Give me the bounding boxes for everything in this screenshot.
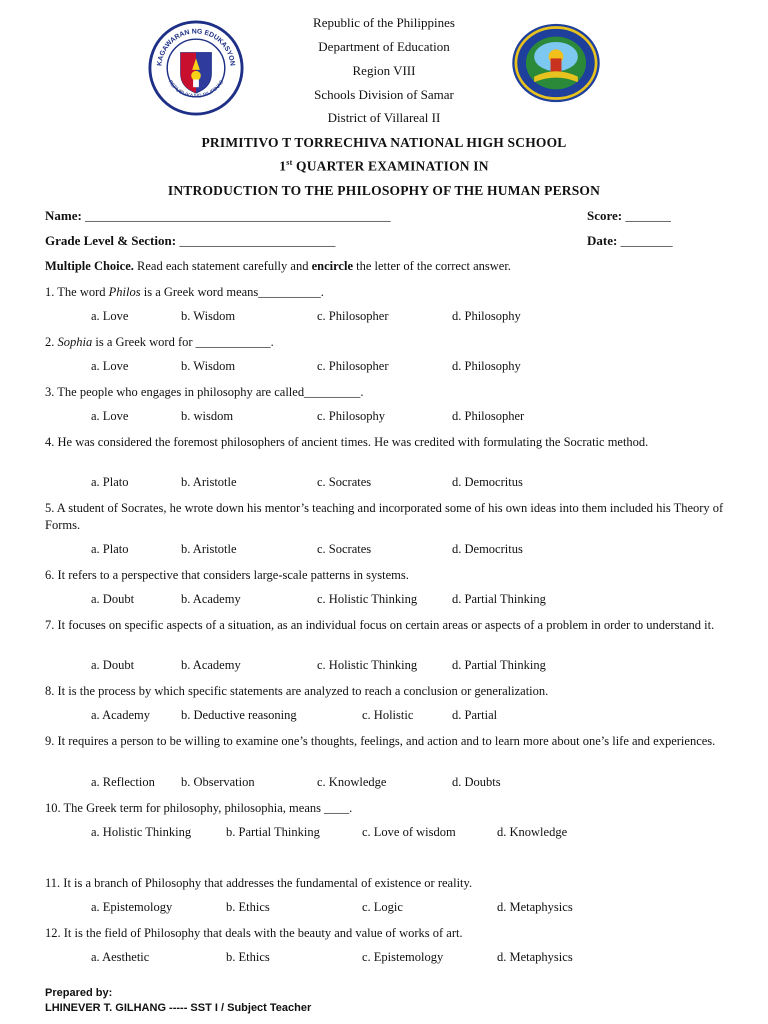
grade-section-field[interactable]: Grade Level & Section: ________________________ <box>45 233 336 248</box>
question-8: 8. It is the process by which specific statements are analyzed to reach a conclusion or generalization. <box>45 684 549 698</box>
q12-option-b[interactable]: b. Ethics <box>226 950 270 964</box>
q9-option-d[interactable]: d. Doubts <box>452 775 501 789</box>
header-district: District of Villareal II <box>327 110 441 125</box>
question-6: 6. It refers to a perspective that considers large-scale patterns in systems. <box>45 568 409 582</box>
q7-option-d[interactable]: d. Partial Thinking <box>452 658 546 672</box>
q5-option-a[interactable]: a. Plato <box>91 542 129 556</box>
q9-option-b[interactable]: b. Observation <box>181 775 255 789</box>
question-3: 3. The people who engages in philosophy are called_________. <box>45 385 364 399</box>
q9-option-a[interactable]: a. Reflection <box>91 775 155 789</box>
q12-option-c[interactable]: c. Epistemology <box>362 950 444 964</box>
q7-option-a[interactable]: a. Doubt <box>91 658 135 672</box>
name-field[interactable]: Name: _______________________________________________ <box>45 208 391 223</box>
q1-option-d[interactable]: d. Philosophy <box>452 309 521 323</box>
score-field[interactable]: Score: _______ <box>587 208 671 223</box>
q4-option-d[interactable]: d. Democritus <box>452 475 523 489</box>
q9-option-c[interactable]: c. Knowledge <box>317 775 387 789</box>
q6-option-a[interactable]: a. Doubt <box>91 592 135 606</box>
exam-subject: INTRODUCTION TO THE PHILOSOPHY OF THE HUMAN PERSON <box>167 183 601 198</box>
question-1: 1. The word Philos is a Greek word means__________. <box>45 285 324 299</box>
q2-option-c[interactable]: c. Philosopher <box>317 359 389 373</box>
q7-option-b[interactable]: b. Academy <box>181 658 241 672</box>
q4-option-c[interactable]: c. Socrates <box>317 475 372 489</box>
svg-text:REPUBLIKA NG PILIPINAS: REPUBLIKA NG PILIPINAS <box>166 79 226 100</box>
header-department: Department of Education <box>318 39 450 54</box>
header-republic: Republic of the Philippines <box>313 15 455 30</box>
q2-option-b[interactable]: b. Wisdom <box>181 359 236 373</box>
q4-option-b[interactable]: b. Aristotle <box>181 475 237 489</box>
q7-option-c[interactable]: c. Holistic Thinking <box>317 658 418 672</box>
q8-option-c[interactable]: c. Holistic <box>362 708 414 722</box>
q11-option-b[interactable]: b. Ethics <box>226 900 270 914</box>
q8-option-d[interactable]: d. Partial <box>452 708 498 722</box>
q6-option-c[interactable]: c. Holistic Thinking <box>317 592 418 606</box>
q10-option-d[interactable]: d. Knowledge <box>497 825 568 839</box>
header-region: Region VIII <box>352 63 416 78</box>
question-12: 12. It is the field of Philosophy that deals with the beauty and value of works of art. <box>45 926 463 940</box>
question-5: 5. A student of Socrates, he wrote down his mentor’s teaching and incorporated some of his own ideas into them included his Theory of Forms. <box>45 501 724 532</box>
q11-option-c[interactable]: c. Logic <box>362 900 403 914</box>
school-name: PRIMITIVO T TORRECHIVA NATIONAL HIGH SCHOOL <box>201 135 567 150</box>
q5-option-b[interactable]: b. Aristotle <box>181 542 237 556</box>
question-10: 10. The Greek term for philosophy, philosophia, means ____. <box>45 801 353 815</box>
q1-option-c[interactable]: c. Philosopher <box>317 309 389 323</box>
q5-option-d[interactable]: d. Democritus <box>452 542 523 556</box>
svg-text:KAGAWARAN NG EDUKASYON: KAGAWARAN NG EDUKASYON <box>156 28 236 67</box>
q12-option-a[interactable]: a. Aesthetic <box>91 950 150 964</box>
q5-option-c[interactable]: c. Socrates <box>317 542 372 556</box>
teacher-signature-line: LHINEVER T. GILHANG ----- SST I / Subject Teacher <box>45 1002 312 1014</box>
q1-option-b[interactable]: b. Wisdom <box>181 309 236 323</box>
date-field[interactable]: Date: ________ <box>587 233 673 248</box>
q10-option-b[interactable]: b. Partial Thinking <box>226 825 320 839</box>
prepared-by-label: Prepared by: <box>45 987 113 999</box>
question-2: 2. Sophia is a Greek word for ____________. <box>45 335 274 349</box>
exam-quarter: 1st QUARTER EXAMINATION IN <box>279 158 489 174</box>
question-9: 9. It requires a person to be willing to examine one’s thoughts, feelings, and action and to learn more about one’s life and experiences. <box>45 734 716 748</box>
q8-option-b[interactable]: b. Deductive reasoning <box>181 708 297 722</box>
q6-option-b[interactable]: b. Academy <box>181 592 241 606</box>
q4-option-a[interactable]: a. Plato <box>91 475 129 489</box>
header-division: Schools Division of Samar <box>314 87 454 102</box>
q3-option-d[interactable]: d. Philosopher <box>452 409 525 423</box>
q8-option-a[interactable]: a. Academy <box>91 708 151 722</box>
question-4: 4. He was considered the foremost philosophers of ancient times. He was credited with formulating the Socratic method. <box>45 435 649 449</box>
q2-option-a[interactable]: a. Love <box>91 359 129 373</box>
q2-option-d[interactable]: d. Philosophy <box>452 359 521 373</box>
q3-option-c[interactable]: c. Philosophy <box>317 409 386 423</box>
q1-option-a[interactable]: a. Love <box>91 309 129 323</box>
question-11: 11. It is a branch of Philosophy that addresses the fundamental of existence or reality. <box>45 876 473 890</box>
q3-option-b[interactable]: b. wisdom <box>181 409 234 423</box>
q3-option-a[interactable]: a. Love <box>91 409 129 423</box>
question-7: 7. It focuses on specific aspects of a situation, as an individual focus on certain areas or aspects of a problem in order to understand it. <box>45 618 715 632</box>
q11-option-a[interactable]: a. Epistemology <box>91 900 173 914</box>
q11-option-d[interactable]: d. Metaphysics <box>497 900 573 914</box>
q10-option-c[interactable]: c. Love of wisdom <box>362 825 456 839</box>
q6-option-d[interactable]: d. Partial Thinking <box>452 592 546 606</box>
instructions: Multiple Choice. Read each statement carefully and encircle the letter of the correct answer. <box>45 259 511 273</box>
q10-option-a[interactable]: a. Holistic Thinking <box>91 825 192 839</box>
q12-option-d[interactable]: d. Metaphysics <box>497 950 573 964</box>
